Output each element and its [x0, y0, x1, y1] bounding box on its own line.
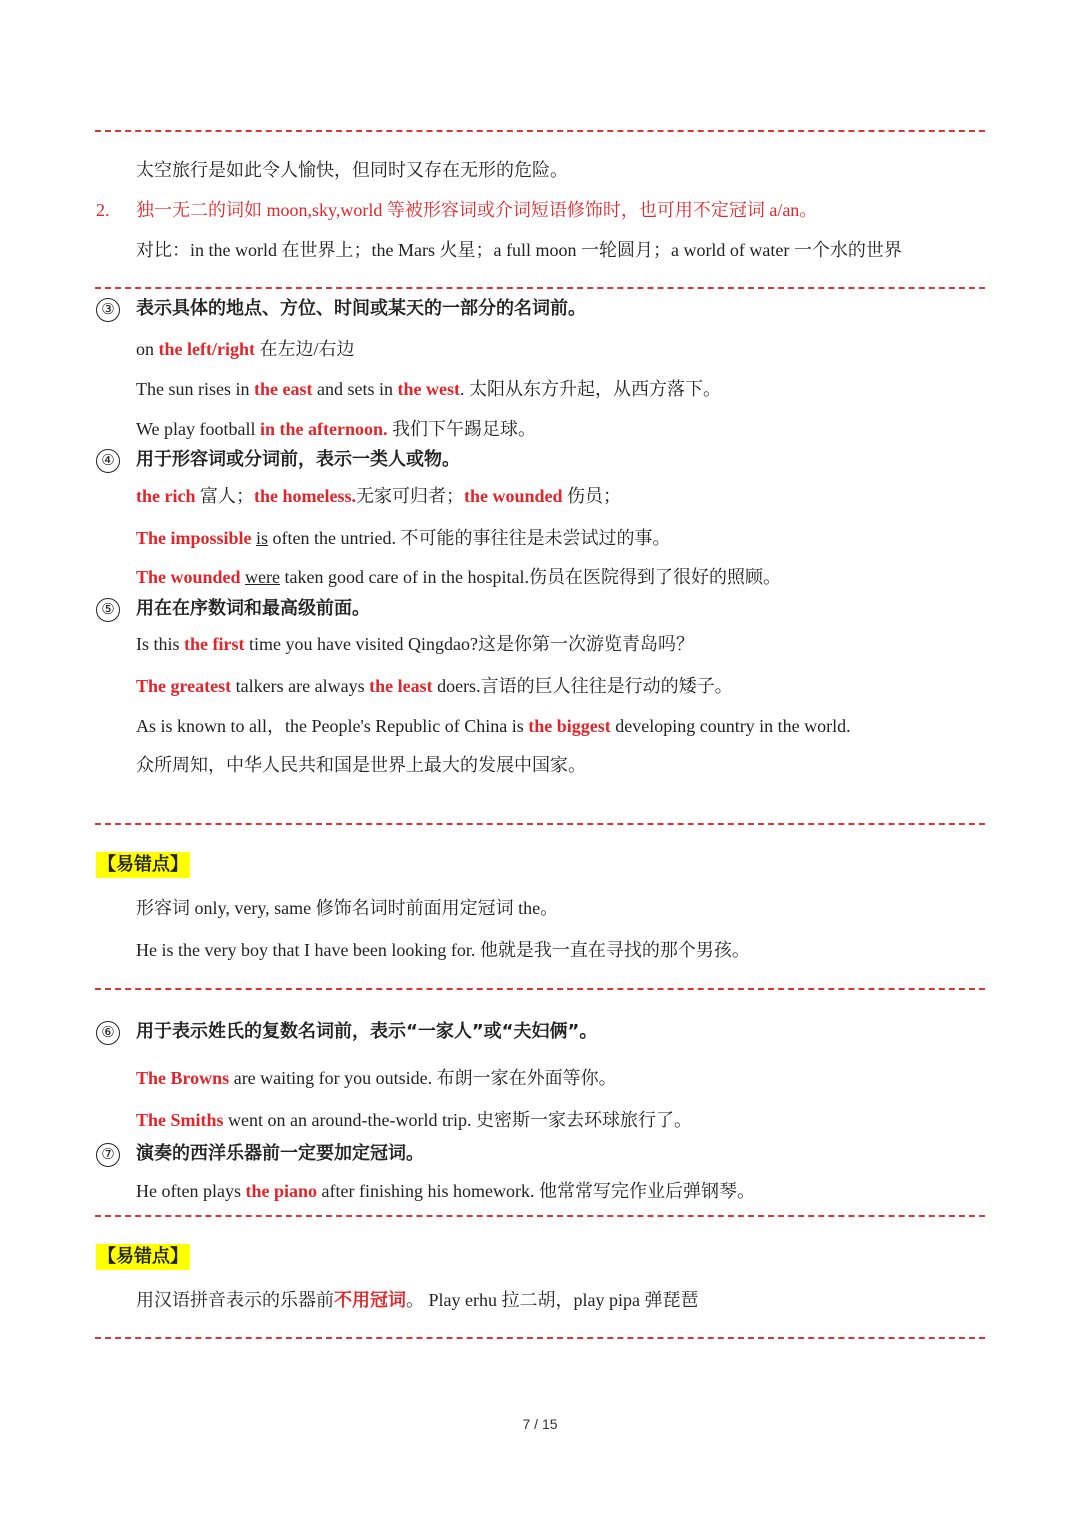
section-heading: 表示具体的地点、方位、时间或某天的一部分的名词前。 [136, 298, 586, 319]
text: and sets in [312, 379, 398, 399]
text: are waiting for you outside. 布朗一家在外面等你。 [229, 1068, 617, 1088]
example-line [136, 714, 851, 738]
highlight: The Smiths [136, 1110, 224, 1130]
section-marker: ⑥ [96, 1021, 120, 1045]
text-line: 众所周知，中华人民共和国是世界上最大的发展中国家。 [136, 755, 586, 775]
text: As is known to all，the People's Republic of China is [136, 716, 529, 736]
divider [95, 1337, 985, 1339]
highlight: the biggest [528, 716, 611, 736]
list-number: 2. [96, 200, 110, 220]
highlight: The impossible [136, 528, 252, 548]
text: 在左边/右边 [254, 339, 355, 359]
text: 富人； [195, 486, 254, 506]
text: We play football [136, 419, 261, 439]
text: 我们下午踢足球。 [387, 419, 537, 439]
example-line [136, 674, 733, 698]
example-line [136, 1108, 692, 1132]
example-line [136, 337, 354, 361]
highlight: the wounded [463, 486, 563, 506]
section-marker: ⑤ [96, 598, 120, 622]
text: The sun rises in [136, 379, 254, 399]
example-line [136, 484, 621, 508]
section-heading: 演奏的西洋乐器前一定要加定冠词。 [136, 1143, 424, 1164]
example-line [136, 417, 536, 441]
example-line [136, 565, 781, 589]
text-line: 独一无二的词如 moon,sky,world 等被形容词或介词短语修饰时，也可用不定冠词 a/an。 [136, 200, 818, 220]
section-marker: ③ [96, 298, 120, 322]
highlight: the homeless. [253, 486, 356, 506]
section-heading: 用于形容词或分词前，表示一类人或物。 [136, 449, 460, 470]
text: on [136, 339, 159, 359]
text: after finishing his homework. 他常常写完作业后弹钢琴。 [317, 1181, 755, 1201]
underlined-word: is [256, 528, 269, 548]
highlight: the rich [136, 486, 196, 506]
text: talkers are always [231, 676, 370, 696]
text: taken good care of in the hospital.伤员在医院得到了很好的照顾。 [280, 567, 781, 587]
text: developing country in the world. [610, 716, 851, 736]
highlight: the piano [245, 1181, 317, 1201]
highlight: the first [184, 634, 245, 654]
error-point-tag: 【易错点】 [96, 852, 190, 878]
highlight: The greatest [136, 676, 232, 696]
section-heading: 用于表示姓氏的复数名词前，表示“一家人”或“夫妇俩”。 [136, 1021, 598, 1042]
divider [95, 823, 985, 825]
text: went on an around-the-world trip. 史密斯一家去环球旅行了。 [223, 1110, 692, 1130]
text: time you have visited Qingdao?这是你第一次游览青岛吗？ [244, 634, 694, 654]
highlight: 不用冠词 [334, 1290, 406, 1310]
highlight: the least [369, 676, 433, 696]
example-line [136, 632, 694, 656]
example-line [136, 1066, 617, 1090]
text: He often plays [136, 1181, 246, 1201]
highlight: The wounded [136, 567, 241, 587]
text: often the untried. 不可能的事往往是未尝试过的事。 [268, 528, 671, 548]
highlight: the west [397, 379, 460, 399]
divider [95, 130, 985, 132]
text: doers.言语的巨人往往是行动的矮子。 [432, 676, 733, 696]
text: . 太阳从东方升起，从西方落下。 [459, 379, 721, 399]
text-line: 形容词 only, very, same 修饰名词时前面用定冠词 the。 [136, 898, 559, 918]
text-line: He is the very boy that I have been looking for. 他就是我一直在寻找的那个男孩。 [136, 940, 750, 960]
divider [95, 988, 985, 990]
highlight: the east [253, 379, 313, 399]
highlight: The Browns [136, 1068, 230, 1088]
divider [95, 1215, 985, 1217]
section-marker: ⑦ [96, 1143, 120, 1167]
section-heading: 用在在序数词和最高级前面。 [136, 598, 370, 619]
text: 。 Play erhu 拉二胡，play pipa 弹琵琶 [406, 1290, 699, 1310]
text: 无家可归者； [355, 486, 464, 506]
text: 用汉语拼音表示的乐器前 [136, 1290, 334, 1310]
error-point-tag: 【易错点】 [96, 1244, 190, 1270]
highlight: in the afternoon. [260, 419, 388, 439]
text: 伤员； [562, 486, 622, 506]
text-line [136, 1288, 698, 1312]
text-line: 对比：in the world 在世界上；the Mars 火星；a full moon 一轮圆月；a world of water 一个水的世界 [136, 240, 902, 260]
text: Is this [136, 634, 185, 654]
underlined-word: were [245, 567, 281, 587]
divider [95, 287, 985, 289]
example-line [136, 377, 721, 401]
page-number: 7 / 15 [522, 1416, 558, 1432]
example-line [136, 526, 671, 550]
highlight: the left/right [158, 339, 255, 359]
section-marker: ④ [96, 449, 120, 473]
example-line [136, 1179, 755, 1203]
text-line: 太空旅行是如此令人愉快，但同时又存在无形的危险。 [136, 160, 568, 180]
